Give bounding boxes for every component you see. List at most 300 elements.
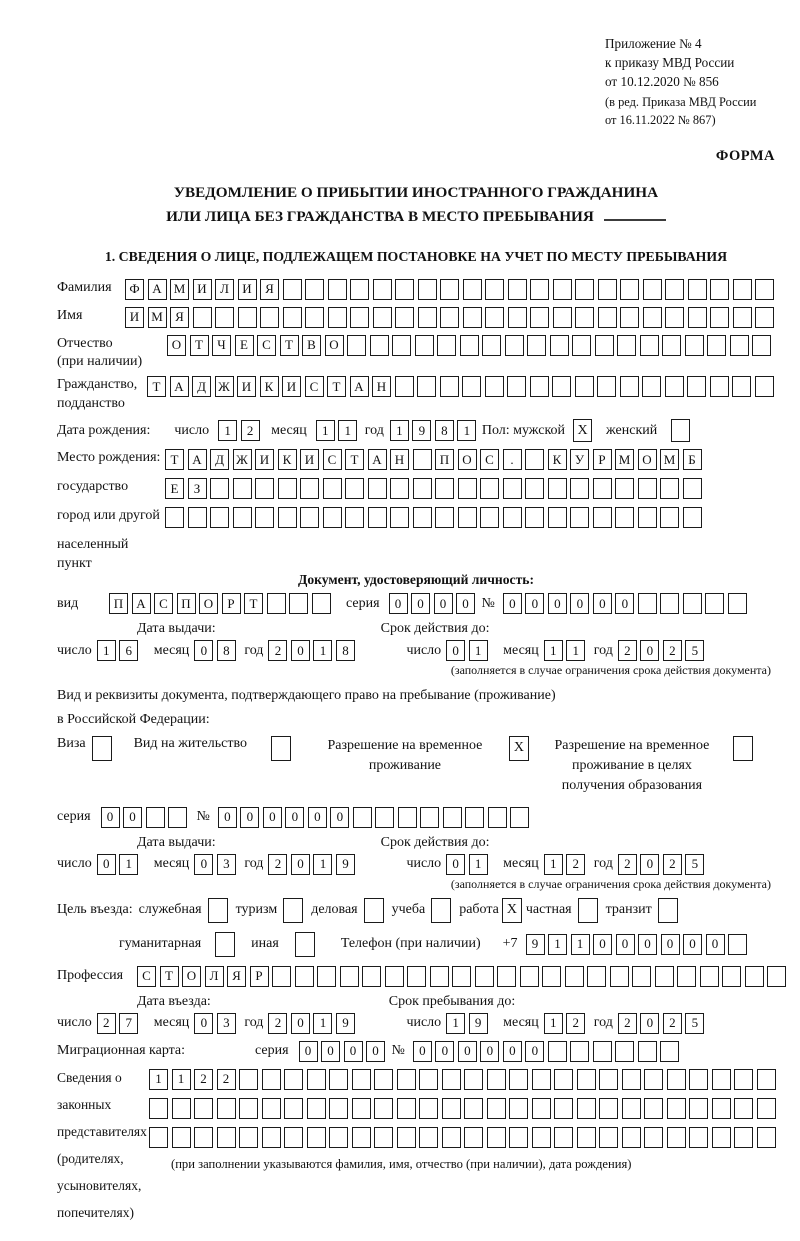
char-cell[interactable]: О [458, 449, 477, 470]
char-cell[interactable]: 0 [101, 807, 120, 828]
char-cell[interactable] [465, 807, 484, 828]
char-cell[interactable]: О [167, 335, 186, 356]
char-cell[interactable]: 0 [640, 854, 659, 875]
char-cell[interactable]: 0 [480, 1041, 499, 1062]
char-cell[interactable] [289, 593, 308, 614]
char-cell[interactable]: Д [210, 449, 229, 470]
char-cell[interactable] [617, 335, 636, 356]
char-cell[interactable] [593, 507, 612, 528]
char-cell[interactable] [599, 1069, 618, 1090]
char-cell[interactable]: 1 [313, 640, 332, 661]
char-cell[interactable] [278, 507, 297, 528]
char-cell[interactable] [622, 1069, 641, 1090]
temp-residence-checkbox[interactable]: X [509, 736, 529, 761]
char-cell[interactable] [172, 1098, 191, 1119]
official-checkbox[interactable] [208, 898, 228, 923]
char-cell[interactable]: М [660, 449, 679, 470]
char-cell[interactable] [730, 335, 749, 356]
char-cell[interactable] [278, 478, 297, 499]
char-cell[interactable]: 7 [119, 1013, 138, 1034]
char-cell[interactable] [262, 1098, 281, 1119]
char-cell[interactable] [497, 966, 516, 987]
char-cell[interactable] [638, 507, 657, 528]
char-cell[interactable]: П [177, 593, 196, 614]
char-cell[interactable] [688, 307, 707, 328]
study-checkbox[interactable] [431, 898, 451, 923]
char-cell[interactable]: 1 [571, 934, 590, 955]
char-cell[interactable] [577, 1069, 596, 1090]
temp-residence-edu-checkbox[interactable] [733, 736, 753, 761]
char-cell[interactable] [599, 1127, 618, 1148]
char-cell[interactable] [509, 1098, 528, 1119]
char-cell[interactable]: 1 [97, 640, 116, 661]
char-cell[interactable] [437, 335, 456, 356]
char-cell[interactable]: Я [260, 279, 279, 300]
char-cell[interactable]: 3 [217, 1013, 236, 1034]
char-cell[interactable]: 1 [149, 1069, 168, 1090]
char-cell[interactable]: П [435, 449, 454, 470]
char-cell[interactable] [710, 279, 729, 300]
residence-permit-checkbox[interactable] [271, 736, 291, 761]
char-cell[interactable] [587, 966, 606, 987]
char-cell[interactable] [620, 376, 639, 397]
char-cell[interactable]: 5 [685, 640, 704, 661]
char-cell[interactable] [458, 478, 477, 499]
char-cell[interactable]: 2 [268, 640, 287, 661]
char-cell[interactable]: 1 [172, 1069, 191, 1090]
char-cell[interactable] [373, 307, 392, 328]
char-cell[interactable] [565, 966, 584, 987]
char-cell[interactable] [345, 507, 364, 528]
char-cell[interactable] [687, 376, 706, 397]
char-cell[interactable] [665, 307, 684, 328]
char-cell[interactable] [520, 966, 539, 987]
char-cell[interactable] [374, 1098, 393, 1119]
char-cell[interactable] [615, 1041, 634, 1062]
char-cell[interactable] [660, 478, 679, 499]
char-cell[interactable]: 0 [503, 1041, 522, 1062]
char-cell[interactable] [430, 966, 449, 987]
char-cell[interactable] [353, 807, 372, 828]
char-cell[interactable]: Ж [233, 449, 252, 470]
char-cell[interactable]: 1 [548, 934, 567, 955]
char-cell[interactable] [662, 335, 681, 356]
char-cell[interactable] [707, 335, 726, 356]
char-cell[interactable] [418, 307, 437, 328]
char-cell[interactable] [734, 1069, 753, 1090]
char-cell[interactable] [597, 376, 616, 397]
char-cell[interactable]: 8 [435, 420, 454, 441]
char-cell[interactable] [700, 966, 719, 987]
char-cell[interactable]: Т [165, 449, 184, 470]
char-cell[interactable] [620, 307, 639, 328]
char-cell[interactable]: С [257, 335, 276, 356]
char-cell[interactable] [550, 335, 569, 356]
char-cell[interactable]: 2 [241, 420, 260, 441]
char-cell[interactable] [415, 335, 434, 356]
char-cell[interactable]: А [188, 449, 207, 470]
char-cell[interactable] [572, 335, 591, 356]
char-cell[interactable] [307, 1127, 326, 1148]
char-cell[interactable] [260, 307, 279, 328]
char-cell[interactable] [683, 507, 702, 528]
char-cell[interactable] [440, 376, 459, 397]
char-cell[interactable] [149, 1127, 168, 1148]
char-cell[interactable]: Л [215, 279, 234, 300]
char-cell[interactable] [525, 449, 544, 470]
work-checkbox[interactable]: X [502, 898, 522, 923]
char-cell[interactable]: 0 [413, 1041, 432, 1062]
char-cell[interactable] [458, 507, 477, 528]
char-cell[interactable] [440, 279, 459, 300]
char-cell[interactable] [688, 279, 707, 300]
char-cell[interactable]: И [238, 279, 257, 300]
char-cell[interactable]: 1 [218, 420, 237, 441]
char-cell[interactable] [284, 1098, 303, 1119]
char-cell[interactable] [755, 307, 774, 328]
char-cell[interactable]: 1 [316, 420, 335, 441]
char-cell[interactable]: С [154, 593, 173, 614]
char-cell[interactable] [615, 478, 634, 499]
char-cell[interactable] [530, 376, 549, 397]
char-cell[interactable]: С [323, 449, 342, 470]
char-cell[interactable]: 0 [593, 934, 612, 955]
char-cell[interactable] [644, 1127, 663, 1148]
char-cell[interactable] [575, 307, 594, 328]
char-cell[interactable]: 0 [194, 640, 213, 661]
char-cell[interactable] [510, 807, 529, 828]
char-cell[interactable] [767, 966, 786, 987]
char-cell[interactable]: 2 [618, 854, 637, 875]
char-cell[interactable] [267, 593, 286, 614]
char-cell[interactable]: 0 [570, 593, 589, 614]
char-cell[interactable]: 1 [119, 854, 138, 875]
char-cell[interactable] [530, 279, 549, 300]
char-cell[interactable] [509, 1069, 528, 1090]
char-cell[interactable]: 2 [618, 640, 637, 661]
char-cell[interactable]: Я [227, 966, 246, 987]
char-cell[interactable]: Н [372, 376, 391, 397]
char-cell[interactable] [350, 279, 369, 300]
char-cell[interactable] [507, 376, 526, 397]
char-cell[interactable]: 9 [526, 934, 545, 955]
char-cell[interactable] [374, 1069, 393, 1090]
char-cell[interactable] [397, 1127, 416, 1148]
char-cell[interactable] [734, 1098, 753, 1119]
char-cell[interactable] [638, 1041, 657, 1062]
char-cell[interactable] [638, 593, 657, 614]
char-cell[interactable]: 2 [566, 854, 585, 875]
char-cell[interactable] [443, 807, 462, 828]
char-cell[interactable] [757, 1098, 776, 1119]
char-cell[interactable]: 0 [194, 1013, 213, 1034]
char-cell[interactable]: О [325, 335, 344, 356]
char-cell[interactable] [255, 478, 274, 499]
char-cell[interactable]: И [282, 376, 301, 397]
char-cell[interactable] [345, 478, 364, 499]
private-checkbox[interactable] [578, 898, 598, 923]
char-cell[interactable] [620, 279, 639, 300]
char-cell[interactable]: В [302, 335, 321, 356]
char-cell[interactable] [660, 593, 679, 614]
char-cell[interactable] [239, 1098, 258, 1119]
char-cell[interactable] [745, 966, 764, 987]
char-cell[interactable] [640, 335, 659, 356]
char-cell[interactable] [440, 307, 459, 328]
char-cell[interactable] [642, 376, 661, 397]
char-cell[interactable] [655, 966, 674, 987]
char-cell[interactable]: И [300, 449, 319, 470]
char-cell[interactable] [374, 1127, 393, 1148]
char-cell[interactable] [599, 1098, 618, 1119]
char-cell[interactable] [305, 307, 324, 328]
char-cell[interactable] [390, 507, 409, 528]
tourism-checkbox[interactable] [283, 898, 303, 923]
char-cell[interactable] [435, 507, 454, 528]
char-cell[interactable]: К [278, 449, 297, 470]
char-cell[interactable] [734, 1127, 753, 1148]
char-cell[interactable] [452, 966, 471, 987]
char-cell[interactable]: С [480, 449, 499, 470]
char-cell[interactable] [255, 507, 274, 528]
char-cell[interactable]: А [170, 376, 189, 397]
char-cell[interactable] [146, 807, 165, 828]
char-cell[interactable]: 2 [194, 1069, 213, 1090]
char-cell[interactable] [554, 1127, 573, 1148]
char-cell[interactable] [487, 1098, 506, 1119]
char-cell[interactable] [419, 1098, 438, 1119]
char-cell[interactable]: Т [190, 335, 209, 356]
char-cell[interactable] [149, 1098, 168, 1119]
char-cell[interactable] [194, 1127, 213, 1148]
char-cell[interactable]: 1 [390, 420, 409, 441]
char-cell[interactable] [168, 807, 187, 828]
char-cell[interactable] [352, 1127, 371, 1148]
char-cell[interactable] [525, 507, 544, 528]
char-cell[interactable]: И [255, 449, 274, 470]
char-cell[interactable] [210, 507, 229, 528]
char-cell[interactable] [238, 307, 257, 328]
sex-male-checkbox[interactable]: X [573, 419, 592, 442]
char-cell[interactable] [233, 478, 252, 499]
char-cell[interactable] [464, 1127, 483, 1148]
char-cell[interactable]: 2 [217, 1069, 236, 1090]
char-cell[interactable] [570, 507, 589, 528]
char-cell[interactable] [667, 1069, 686, 1090]
char-cell[interactable]: 0 [263, 807, 282, 828]
char-cell[interactable]: 0 [446, 640, 465, 661]
char-cell[interactable] [188, 507, 207, 528]
char-cell[interactable] [755, 376, 774, 397]
char-cell[interactable]: 9 [336, 1013, 355, 1034]
char-cell[interactable] [165, 507, 184, 528]
char-cell[interactable] [683, 593, 702, 614]
char-cell[interactable]: 0 [593, 593, 612, 614]
char-cell[interactable]: С [305, 376, 324, 397]
char-cell[interactable]: Р [250, 966, 269, 987]
char-cell[interactable] [397, 1069, 416, 1090]
char-cell[interactable]: 1 [446, 1013, 465, 1034]
char-cell[interactable]: 1 [544, 1013, 563, 1034]
char-cell[interactable] [685, 335, 704, 356]
char-cell[interactable]: 0 [321, 1041, 340, 1062]
char-cell[interactable]: Т [244, 593, 263, 614]
char-cell[interactable] [615, 507, 634, 528]
char-cell[interactable]: 1 [469, 854, 488, 875]
char-cell[interactable]: 0 [366, 1041, 385, 1062]
char-cell[interactable]: М [615, 449, 634, 470]
char-cell[interactable]: И [193, 279, 212, 300]
char-cell[interactable] [689, 1098, 708, 1119]
char-cell[interactable] [284, 1069, 303, 1090]
char-cell[interactable]: С [137, 966, 156, 987]
char-cell[interactable] [395, 376, 414, 397]
char-cell[interactable]: 0 [411, 593, 430, 614]
char-cell[interactable]: 0 [123, 807, 142, 828]
char-cell[interactable]: А [148, 279, 167, 300]
char-cell[interactable] [329, 1127, 348, 1148]
char-cell[interactable]: У [570, 449, 589, 470]
char-cell[interactable] [548, 1041, 567, 1062]
char-cell[interactable]: 0 [640, 640, 659, 661]
char-cell[interactable]: 0 [299, 1041, 318, 1062]
char-cell[interactable]: 0 [240, 807, 259, 828]
char-cell[interactable] [398, 807, 417, 828]
char-cell[interactable]: 0 [434, 593, 453, 614]
char-cell[interactable]: Л [205, 966, 224, 987]
char-cell[interactable] [722, 966, 741, 987]
char-cell[interactable] [442, 1069, 461, 1090]
char-cell[interactable] [435, 478, 454, 499]
char-cell[interactable] [239, 1069, 258, 1090]
char-cell[interactable] [295, 966, 314, 987]
char-cell[interactable]: А [368, 449, 387, 470]
char-cell[interactable]: 0 [330, 807, 349, 828]
char-cell[interactable]: 0 [291, 640, 310, 661]
char-cell[interactable] [542, 966, 561, 987]
char-cell[interactable] [317, 966, 336, 987]
char-cell[interactable] [480, 507, 499, 528]
char-cell[interactable] [329, 1098, 348, 1119]
char-cell[interactable] [689, 1069, 708, 1090]
char-cell[interactable] [482, 335, 501, 356]
char-cell[interactable]: 0 [389, 593, 408, 614]
char-cell[interactable] [532, 1127, 551, 1148]
char-cell[interactable] [420, 807, 439, 828]
char-cell[interactable]: Ж [215, 376, 234, 397]
char-cell[interactable] [475, 966, 494, 987]
char-cell[interactable]: 0 [548, 593, 567, 614]
char-cell[interactable] [508, 279, 527, 300]
char-cell[interactable] [660, 507, 679, 528]
char-cell[interactable]: 2 [663, 854, 682, 875]
char-cell[interactable] [419, 1127, 438, 1148]
char-cell[interactable]: 9 [412, 420, 431, 441]
char-cell[interactable] [570, 1041, 589, 1062]
char-cell[interactable]: 0 [525, 593, 544, 614]
char-cell[interactable] [689, 1127, 708, 1148]
char-cell[interactable] [752, 335, 771, 356]
char-cell[interactable]: 0 [661, 934, 680, 955]
char-cell[interactable]: 5 [685, 1013, 704, 1034]
char-cell[interactable] [352, 1069, 371, 1090]
char-cell[interactable]: . [503, 449, 522, 470]
char-cell[interactable] [665, 279, 684, 300]
char-cell[interactable]: 0 [683, 934, 702, 955]
char-cell[interactable] [532, 1069, 551, 1090]
char-cell[interactable]: 1 [457, 420, 476, 441]
char-cell[interactable] [328, 307, 347, 328]
char-cell[interactable] [757, 1069, 776, 1090]
char-cell[interactable] [283, 307, 302, 328]
char-cell[interactable] [553, 279, 572, 300]
char-cell[interactable]: 0 [525, 1041, 544, 1062]
char-cell[interactable] [733, 307, 752, 328]
char-cell[interactable] [660, 1041, 679, 1062]
char-cell[interactable] [508, 307, 527, 328]
char-cell[interactable] [593, 478, 612, 499]
char-cell[interactable]: З [188, 478, 207, 499]
char-cell[interactable]: Ф [125, 279, 144, 300]
char-cell[interactable] [193, 307, 212, 328]
char-cell[interactable] [575, 376, 594, 397]
char-cell[interactable] [392, 335, 411, 356]
char-cell[interactable] [323, 478, 342, 499]
char-cell[interactable] [442, 1098, 461, 1119]
char-cell[interactable] [570, 478, 589, 499]
char-cell[interactable] [300, 507, 319, 528]
char-cell[interactable] [485, 307, 504, 328]
char-cell[interactable]: 5 [685, 854, 704, 875]
char-cell[interactable] [509, 1127, 528, 1148]
char-cell[interactable]: 0 [308, 807, 327, 828]
char-cell[interactable] [488, 807, 507, 828]
char-cell[interactable]: 9 [336, 854, 355, 875]
char-cell[interactable]: 0 [503, 593, 522, 614]
char-cell[interactable] [577, 1127, 596, 1148]
char-cell[interactable]: 1 [544, 854, 563, 875]
char-cell[interactable]: Е [165, 478, 184, 499]
char-cell[interactable] [305, 279, 324, 300]
char-cell[interactable] [728, 593, 747, 614]
char-cell[interactable] [554, 1069, 573, 1090]
char-cell[interactable] [217, 1127, 236, 1148]
char-cell[interactable] [283, 279, 302, 300]
char-cell[interactable]: Б [683, 449, 702, 470]
char-cell[interactable] [532, 1098, 551, 1119]
char-cell[interactable] [548, 507, 567, 528]
char-cell[interactable] [194, 1098, 213, 1119]
char-cell[interactable] [525, 478, 544, 499]
char-cell[interactable] [210, 478, 229, 499]
char-cell[interactable]: 0 [640, 1013, 659, 1034]
char-cell[interactable] [215, 307, 234, 328]
char-cell[interactable] [340, 966, 359, 987]
char-cell[interactable] [667, 1127, 686, 1148]
char-cell[interactable] [464, 1098, 483, 1119]
char-cell[interactable]: 2 [566, 1013, 585, 1034]
char-cell[interactable]: 0 [458, 1041, 477, 1062]
char-cell[interactable] [463, 279, 482, 300]
char-cell[interactable]: 2 [268, 1013, 287, 1034]
char-cell[interactable] [755, 279, 774, 300]
char-cell[interactable]: 1 [313, 854, 332, 875]
char-cell[interactable] [347, 335, 366, 356]
char-cell[interactable]: Т [147, 376, 166, 397]
char-cell[interactable]: 1 [566, 640, 585, 661]
char-cell[interactable] [553, 307, 572, 328]
char-cell[interactable]: 6 [119, 640, 138, 661]
